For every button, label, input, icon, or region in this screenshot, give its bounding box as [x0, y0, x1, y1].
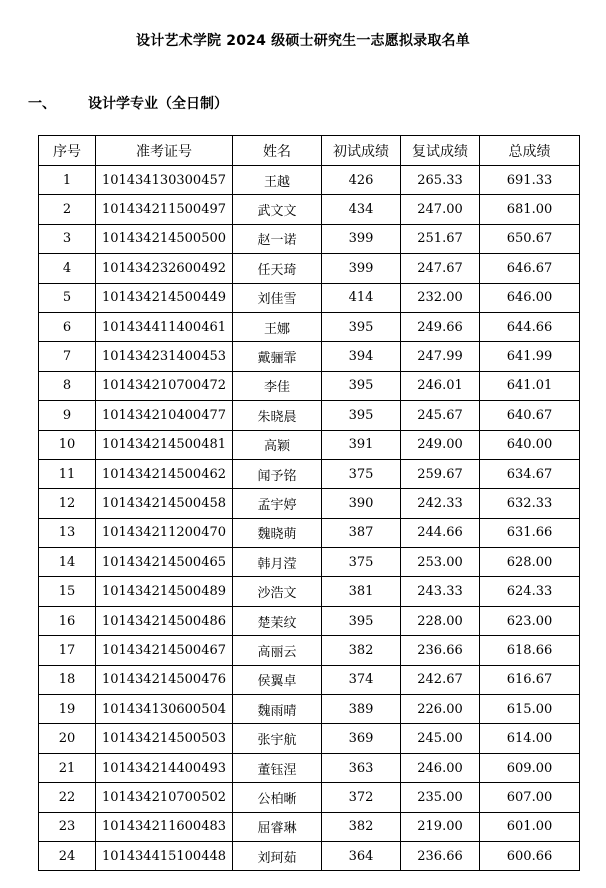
cell-total-score: 634.67	[480, 459, 580, 488]
cell-exam-id: 101434211500497	[96, 195, 233, 224]
cell-total-score: 644.66	[480, 312, 580, 341]
section-heading	[28, 93, 228, 113]
cell-index: 18	[39, 665, 96, 694]
cell-exam-id: 101434210700502	[96, 783, 233, 812]
cell-name: 屈睿琳	[233, 812, 322, 841]
cell-index: 15	[39, 577, 96, 606]
cell-exam-id: 101434214500462	[96, 459, 233, 488]
header-initial-score: 初试成绩	[322, 136, 401, 166]
cell-total-score: 623.00	[480, 606, 580, 635]
cell-total-score: 640.00	[480, 430, 580, 459]
cell-retest-score: 226.00	[401, 695, 480, 724]
cell-exam-id: 101434411400461	[96, 312, 233, 341]
cell-initial-score: 363	[322, 753, 401, 782]
cell-index: 20	[39, 724, 96, 753]
cell-retest-score: 236.66	[401, 841, 480, 870]
cell-initial-score: 426	[322, 166, 401, 195]
cell-name: 魏雨晴	[233, 695, 322, 724]
table-row	[39, 195, 580, 224]
cell-name: 侯翼卓	[233, 665, 322, 694]
cell-exam-id: 101434231400453	[96, 342, 233, 371]
cell-exam-id: 101434214500467	[96, 636, 233, 665]
cell-name: 沙浩文	[233, 577, 322, 606]
section-number: 一、	[28, 96, 56, 112]
cell-retest-score: 247.00	[401, 195, 480, 224]
table-row	[39, 577, 580, 606]
cell-total-score: 615.00	[480, 695, 580, 724]
cell-total-score: 691.33	[480, 166, 580, 195]
cell-retest-score: 253.00	[401, 548, 480, 577]
cell-exam-id: 101434210400477	[96, 401, 233, 430]
cell-name: 魏晓萌	[233, 518, 322, 547]
cell-initial-score: 395	[322, 371, 401, 400]
table-row	[39, 695, 580, 724]
cell-initial-score: 434	[322, 195, 401, 224]
cell-name: 王娜	[233, 312, 322, 341]
cell-initial-score: 390	[322, 489, 401, 518]
cell-index: 3	[39, 224, 96, 253]
cell-exam-id: 101434214500476	[96, 665, 233, 694]
cell-name: 闻予铭	[233, 459, 322, 488]
cell-total-score: 641.99	[480, 342, 580, 371]
cell-initial-score: 395	[322, 606, 401, 635]
cell-initial-score: 395	[322, 401, 401, 430]
cell-total-score: 600.66	[480, 841, 580, 870]
cell-initial-score: 382	[322, 812, 401, 841]
cell-initial-score: 372	[322, 783, 401, 812]
table-row	[39, 783, 580, 812]
cell-retest-score: 265.33	[401, 166, 480, 195]
table-row	[39, 371, 580, 400]
cell-index: 6	[39, 312, 96, 341]
cell-retest-score: 235.00	[401, 783, 480, 812]
table-row	[39, 312, 580, 341]
cell-name: 公柏晰	[233, 783, 322, 812]
header-index: 序号	[39, 136, 96, 166]
cell-name: 董钰涅	[233, 753, 322, 782]
table-row	[39, 724, 580, 753]
cell-total-score: 616.67	[480, 665, 580, 694]
cell-index: 7	[39, 342, 96, 371]
cell-initial-score: 375	[322, 548, 401, 577]
cell-initial-score: 375	[322, 459, 401, 488]
cell-name: 任天琦	[233, 254, 322, 283]
cell-total-score: 628.00	[480, 548, 580, 577]
cell-initial-score: 382	[322, 636, 401, 665]
table-row	[39, 636, 580, 665]
cell-index: 21	[39, 753, 96, 782]
cell-index: 4	[39, 254, 96, 283]
cell-initial-score: 369	[322, 724, 401, 753]
cell-name: 朱晓晨	[233, 401, 322, 430]
cell-index: 2	[39, 195, 96, 224]
cell-retest-score: 242.67	[401, 665, 480, 694]
cell-name: 韩月滢	[233, 548, 322, 577]
cell-total-score: 650.67	[480, 224, 580, 253]
table-row	[39, 753, 580, 782]
cell-total-score: 646.67	[480, 254, 580, 283]
table-row	[39, 812, 580, 841]
cell-initial-score: 389	[322, 695, 401, 724]
cell-retest-score: 228.00	[401, 606, 480, 635]
header-total-score: 总成绩	[480, 136, 580, 166]
cell-index: 17	[39, 636, 96, 665]
cell-index: 8	[39, 371, 96, 400]
table-row	[39, 841, 580, 870]
table-row	[39, 342, 580, 371]
admission-table	[38, 135, 580, 871]
cell-exam-id: 101434214400493	[96, 753, 233, 782]
cell-retest-score: 246.00	[401, 753, 480, 782]
cell-initial-score: 394	[322, 342, 401, 371]
cell-exam-id: 101434214500489	[96, 577, 233, 606]
table-row	[39, 459, 580, 488]
cell-total-score: 624.33	[480, 577, 580, 606]
cell-retest-score: 236.66	[401, 636, 480, 665]
table-row	[39, 224, 580, 253]
cell-initial-score: 387	[322, 518, 401, 547]
cell-exam-id: 101434214500500	[96, 224, 233, 253]
page-title: 设计艺术学院 2024 级硕士研究生一志愿拟录取名单	[136, 33, 470, 49]
table-row	[39, 283, 580, 312]
cell-exam-id: 101434130600504	[96, 695, 233, 724]
cell-retest-score: 244.66	[401, 518, 480, 547]
cell-initial-score: 381	[322, 577, 401, 606]
cell-retest-score: 247.67	[401, 254, 480, 283]
section-label: 设计学专业（全日制）	[88, 96, 228, 112]
cell-total-score: 609.00	[480, 753, 580, 782]
table-header-row	[39, 136, 580, 166]
cell-exam-id: 101434214500465	[96, 548, 233, 577]
cell-retest-score: 219.00	[401, 812, 480, 841]
table-row	[39, 254, 580, 283]
cell-index: 5	[39, 283, 96, 312]
cell-retest-score: 246.01	[401, 371, 480, 400]
cell-retest-score: 243.33	[401, 577, 480, 606]
header-retest-score: 复试成绩	[401, 136, 480, 166]
cell-retest-score: 247.99	[401, 342, 480, 371]
cell-name: 楚茉纹	[233, 606, 322, 635]
cell-name: 孟宇婷	[233, 489, 322, 518]
cell-total-score: 614.00	[480, 724, 580, 753]
cell-total-score: 618.66	[480, 636, 580, 665]
cell-exam-id: 101434211600483	[96, 812, 233, 841]
cell-index: 16	[39, 606, 96, 635]
cell-index: 22	[39, 783, 96, 812]
cell-index: 13	[39, 518, 96, 547]
cell-initial-score: 399	[322, 224, 401, 253]
cell-exam-id: 101434214500458	[96, 489, 233, 518]
cell-total-score: 632.33	[480, 489, 580, 518]
header-name: 姓名	[233, 136, 322, 166]
cell-name: 戴骊霏	[233, 342, 322, 371]
cell-initial-score: 391	[322, 430, 401, 459]
cell-retest-score: 245.00	[401, 724, 480, 753]
cell-total-score: 640.67	[480, 401, 580, 430]
cell-index: 1	[39, 166, 96, 195]
table-row	[39, 430, 580, 459]
cell-name: 刘珂茹	[233, 841, 322, 870]
cell-exam-id: 101434211200470	[96, 518, 233, 547]
cell-name: 李佳	[233, 371, 322, 400]
table-row	[39, 401, 580, 430]
cell-total-score: 641.01	[480, 371, 580, 400]
cell-name: 高颖	[233, 430, 322, 459]
cell-index: 23	[39, 812, 96, 841]
cell-exam-id: 101434214500503	[96, 724, 233, 753]
cell-name: 高丽云	[233, 636, 322, 665]
cell-index: 12	[39, 489, 96, 518]
cell-exam-id: 101434210700472	[96, 371, 233, 400]
cell-exam-id: 101434214500481	[96, 430, 233, 459]
cell-name: 王越	[233, 166, 322, 195]
cell-retest-score: 232.00	[401, 283, 480, 312]
table-row	[39, 606, 580, 635]
cell-index: 14	[39, 548, 96, 577]
cell-index: 24	[39, 841, 96, 870]
cell-exam-id: 101434130300457	[96, 166, 233, 195]
cell-initial-score: 395	[322, 312, 401, 341]
cell-index: 9	[39, 401, 96, 430]
cell-exam-id: 101434415100448	[96, 841, 233, 870]
table-row	[39, 166, 580, 195]
cell-retest-score: 249.00	[401, 430, 480, 459]
cell-index: 10	[39, 430, 96, 459]
cell-index: 11	[39, 459, 96, 488]
cell-initial-score: 364	[322, 841, 401, 870]
table-body	[39, 166, 580, 871]
cell-initial-score: 414	[322, 283, 401, 312]
cell-initial-score: 374	[322, 665, 401, 694]
cell-name: 武文文	[233, 195, 322, 224]
cell-name: 刘佳雪	[233, 283, 322, 312]
cell-retest-score: 245.67	[401, 401, 480, 430]
header-exam-id: 准考证号	[96, 136, 233, 166]
cell-exam-id: 101434232600492	[96, 254, 233, 283]
cell-index: 19	[39, 695, 96, 724]
cell-total-score: 607.00	[480, 783, 580, 812]
cell-total-score: 631.66	[480, 518, 580, 547]
table-row	[39, 665, 580, 694]
cell-retest-score: 242.33	[401, 489, 480, 518]
table-row	[39, 548, 580, 577]
cell-exam-id: 101434214500486	[96, 606, 233, 635]
cell-retest-score: 259.67	[401, 459, 480, 488]
cell-exam-id: 101434214500449	[96, 283, 233, 312]
table-row	[39, 489, 580, 518]
cell-total-score: 601.00	[480, 812, 580, 841]
cell-retest-score: 249.66	[401, 312, 480, 341]
cell-retest-score: 251.67	[401, 224, 480, 253]
table-row	[39, 518, 580, 547]
cell-name: 张宇航	[233, 724, 322, 753]
cell-total-score: 646.00	[480, 283, 580, 312]
cell-initial-score: 399	[322, 254, 401, 283]
cell-total-score: 681.00	[480, 195, 580, 224]
cell-name: 赵一诺	[233, 224, 322, 253]
